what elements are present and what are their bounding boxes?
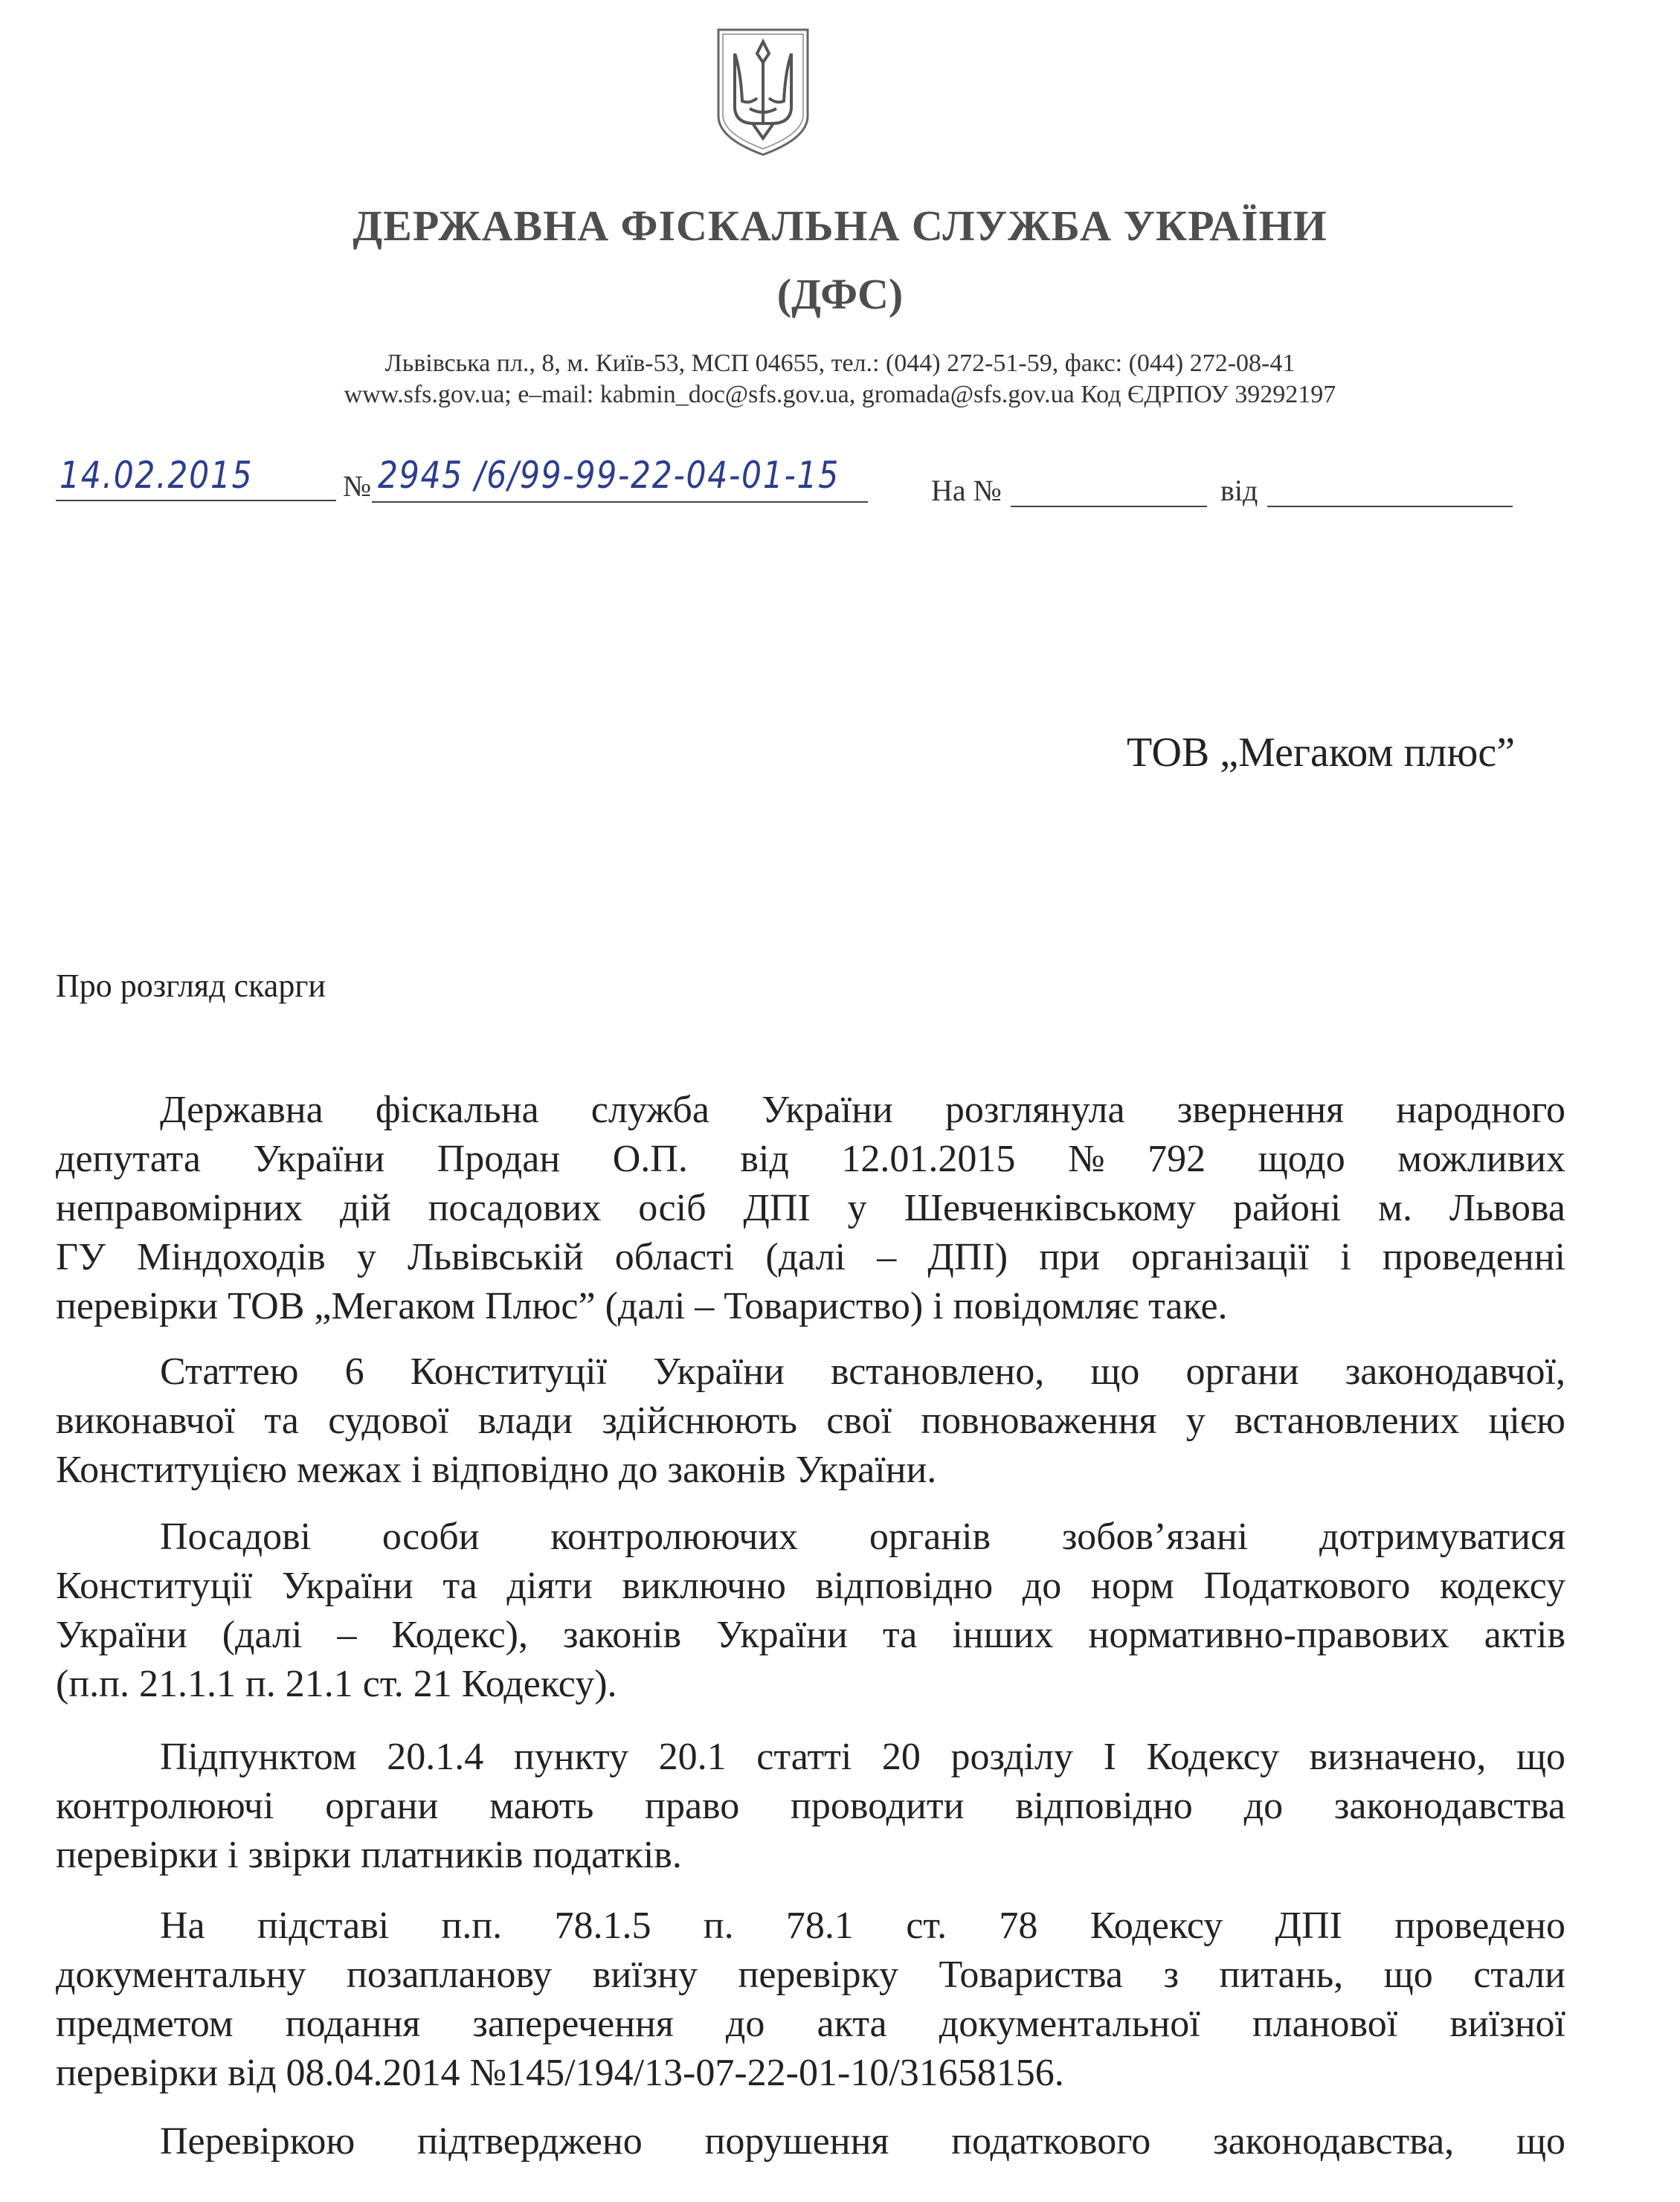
text-line: документальну позапланову виїзну перевірку Товариства з питань, що стали	[56, 1954, 1565, 1996]
document-number: 2945 /6/99-99-22-04-01-15	[378, 454, 840, 497]
text-line: перевірки і звірки платників податків.	[56, 1834, 682, 1876]
text-line: Статтею 6 Конституції України встановлено, що органи законодавчої,	[160, 1351, 1565, 1393]
paragraph-2	[56, 1348, 1565, 1495]
text-line: контролюючі органи мають право проводити відповідно до законодавства	[56, 1785, 1565, 1827]
paragraph-6	[56, 2117, 1565, 2166]
text-line: Посадові особи контролюючих органів зобов’язані дотримуватися	[160, 1516, 1565, 1558]
reply-to-date-field	[1267, 506, 1513, 507]
number-underline	[372, 501, 868, 503]
text-line: перевірки ТОВ „Мегаком Плюс” (далі – Товариство) і повідомляє таке.	[56, 1285, 1228, 1327]
paragraph-1	[56, 1086, 1565, 1331]
text-line: депутата України Продан О.П. від 12.01.2015 №792 щодо можливих	[56, 1138, 1565, 1180]
text-line: Конституцією межах і відповідно до законів України.	[56, 1449, 937, 1491]
text-line: Конституції України та діяти виключно відповідно до норм Податкового кодексу	[56, 1565, 1565, 1607]
reply-to-label: На №	[931, 474, 1002, 507]
text-line: Підпунктом 20.1.4 пункту 20.1 статті 20 розділу І Кодексу визначено, що	[160, 1736, 1565, 1778]
from-label: від	[1220, 474, 1258, 507]
agency-abbreviation: (ДФС)	[776, 270, 904, 318]
paragraph-3	[56, 1513, 1565, 1709]
text-line: неправомірних дій посадових осіб ДПІ у Шевченківському районі м. Львова	[56, 1187, 1565, 1229]
paragraph-5	[56, 1902, 1565, 2098]
reply-to-number-field	[1011, 506, 1207, 507]
agency-contacts: www.sfs.gov.ua; e–mail: kabmin_doc@sfs.gov.ua, gromada@sfs.gov.ua Код ЄДРПОУ 39292197	[344, 381, 1336, 408]
agency-title: ДЕРЖАВНА ФІСКАЛЬНА СЛУЖБА УКРАЇНИ	[353, 202, 1327, 250]
date-underline	[56, 500, 336, 501]
document-date: 14.02.2015	[59, 454, 254, 497]
subject: Про розгляд скарги	[56, 968, 326, 1004]
text-line: Державна фіскальна служба України розглянула звернення народного	[160, 1089, 1565, 1131]
text-line: Перевіркою підтверджено порушення податкового законодавства, що	[160, 2120, 1565, 2163]
agency-address: Львівська пл., 8, м. Київ-53, МСП 04655, тел.: (044) 272-51-59, факс: (044) 272-08-41	[384, 350, 1296, 377]
text-line: (п.п. 21.1.1 п. 21.1 ст. 21 Кодексу).	[56, 1663, 617, 1705]
text-line: перевірки від 08.04.2014 №145/194/13-07-22-01-10/31658156.	[56, 2052, 1064, 2094]
text-line: України (далі – Кодекс), законів України та інших нормативно-правових актів	[56, 1614, 1565, 1656]
text-line: предметом подання заперечення до акта документальної планової виїзної	[56, 2003, 1565, 2045]
trident-emblem-icon	[714, 27, 812, 158]
number-label: №	[343, 469, 372, 503]
text-line: На підставі п.п. 78.1.5 п. 78.1 ст. 78 Кодексу ДПІ проведено	[160, 1905, 1565, 1947]
text-line: ГУ Міндоходів у Львівській області (далі – ДПІ) при організації і проведенні	[56, 1236, 1565, 1278]
paragraph-4	[56, 1733, 1565, 1880]
text-line: виконавчої та судової влади здійснюють свої повноваження у встановлених цією	[56, 1400, 1565, 1442]
recipient: ТОВ „Мегаком плюс”	[1127, 730, 1516, 776]
